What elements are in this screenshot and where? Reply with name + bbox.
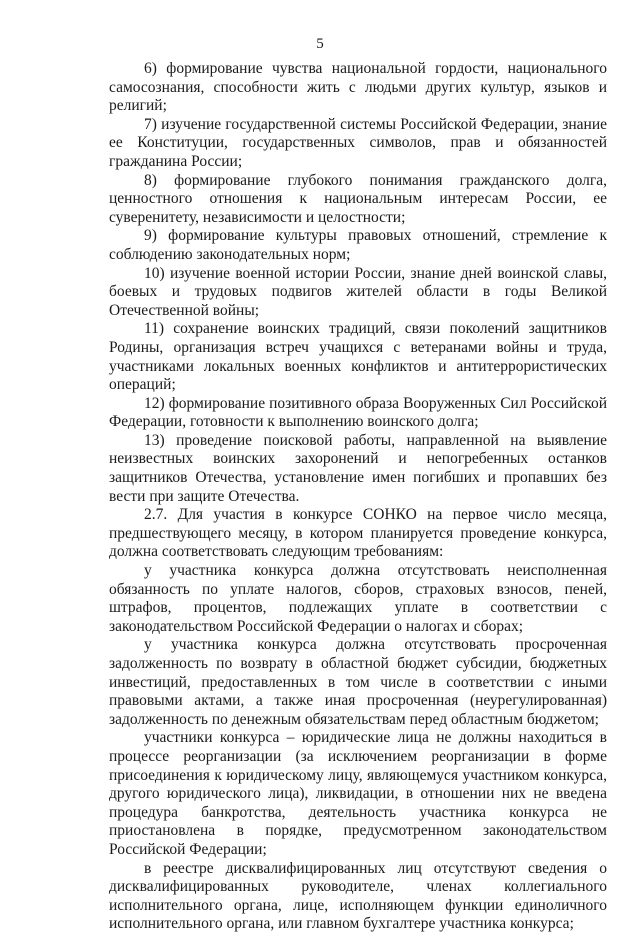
paragraph-item-8: 8) формирование глубокого понимания гражданского долга, ценностного отношения к национальным интересам России, ее суверенитету, независимости и целостности;	[109, 171, 607, 226]
paragraph-requirement-taxes: у участника конкурса должна отсутствовать неисполненная обязанность по уплате налогов, сборов, страховых взносов, пеней, штрафов, процентов, подлежащих уплате в соответствии с законодательством Российской Федерации о налогах и сборах;	[109, 562, 607, 635]
paragraph-requirement-disqualified: в реестре дисквалифицированных лиц отсутствуют сведения о дисквалифицированных руководителе, членах коллегиального исполнительного органа, лице, исполняющем функции единоличного исполнительного органа, или главном бухгалтере участника конкурса;	[109, 859, 607, 933]
paragraph-item-6: 6) формирование чувства национальной гордости, национального самосознания, способности жить с людьми других культур, языков и религий;	[109, 60, 607, 115]
paragraph-item-7: 7) изучение государственной системы Российской Федерации, знание ее Конституции, государственных символов, прав и обязанностей гражданина России;	[109, 115, 607, 170]
page-number: 5	[316, 36, 324, 52]
paragraph-item-13: 13) проведение поисковой работы, направленной на выявление неизвестных воинских захоронений и непогребенных останков защитников Отечества, установление имен погибших и пропавших без вести при защите Отечества.	[109, 431, 607, 505]
paragraph-item-9: 9) формирование культуры правовых отношений, стремление к соблюдению законодательных норм;	[109, 227, 607, 263]
paragraph-item-12: 12) формирование позитивного образа Вооруженных Сил Российской Федерации, готовности к выполнению воинского долга;	[109, 394, 607, 431]
paragraph-item-11: 11) сохранение воинских традиций, связи поколений защитников Родины, организация встреч учащихся с ветеранами войны и труда, участниками локальных военных конфликтов и антитеррористических операций;	[109, 320, 607, 394]
paragraph-section-2-7: 2.7. Для участия в конкурсе СОНКО на первое число месяца, предшествующего месяцу, в котором планируется проведение конкурса, должна соответствовать следующим требованиям:	[109, 506, 607, 561]
paragraph-requirement-reorganization: участники конкурса – юридические лица не должны находиться в процессе реорганизации (за исключением реорганизации в форме присоединения к юридическому лицу, являющемуся участником конкурса, другого юридического лица), ликвидации, в отношении них не введена процедура банкротства, деятельность участника конкурса не приостановлена в порядке, предусмотренном законодательством Российской Федерации;	[109, 729, 607, 858]
paragraph-requirement-debt: у участника конкурса должна отсутствовать просроченная задолженность по возврату в областной бюджет субсидии, бюджетных инвестиций, предоставленных в том числе в соответствии с иными правовыми актами, а также иная просроченная (неурегулированная) задолженность по денежным обязательствам перед областным бюджетом;	[109, 636, 607, 728]
paragraph-item-10: 10) изучение военной истории России, знание дней воинской славы, боевых и трудовых подвигов жителей области в годы Великой Отечественной войны;	[109, 264, 607, 319]
document-body	[109, 60, 607, 934]
